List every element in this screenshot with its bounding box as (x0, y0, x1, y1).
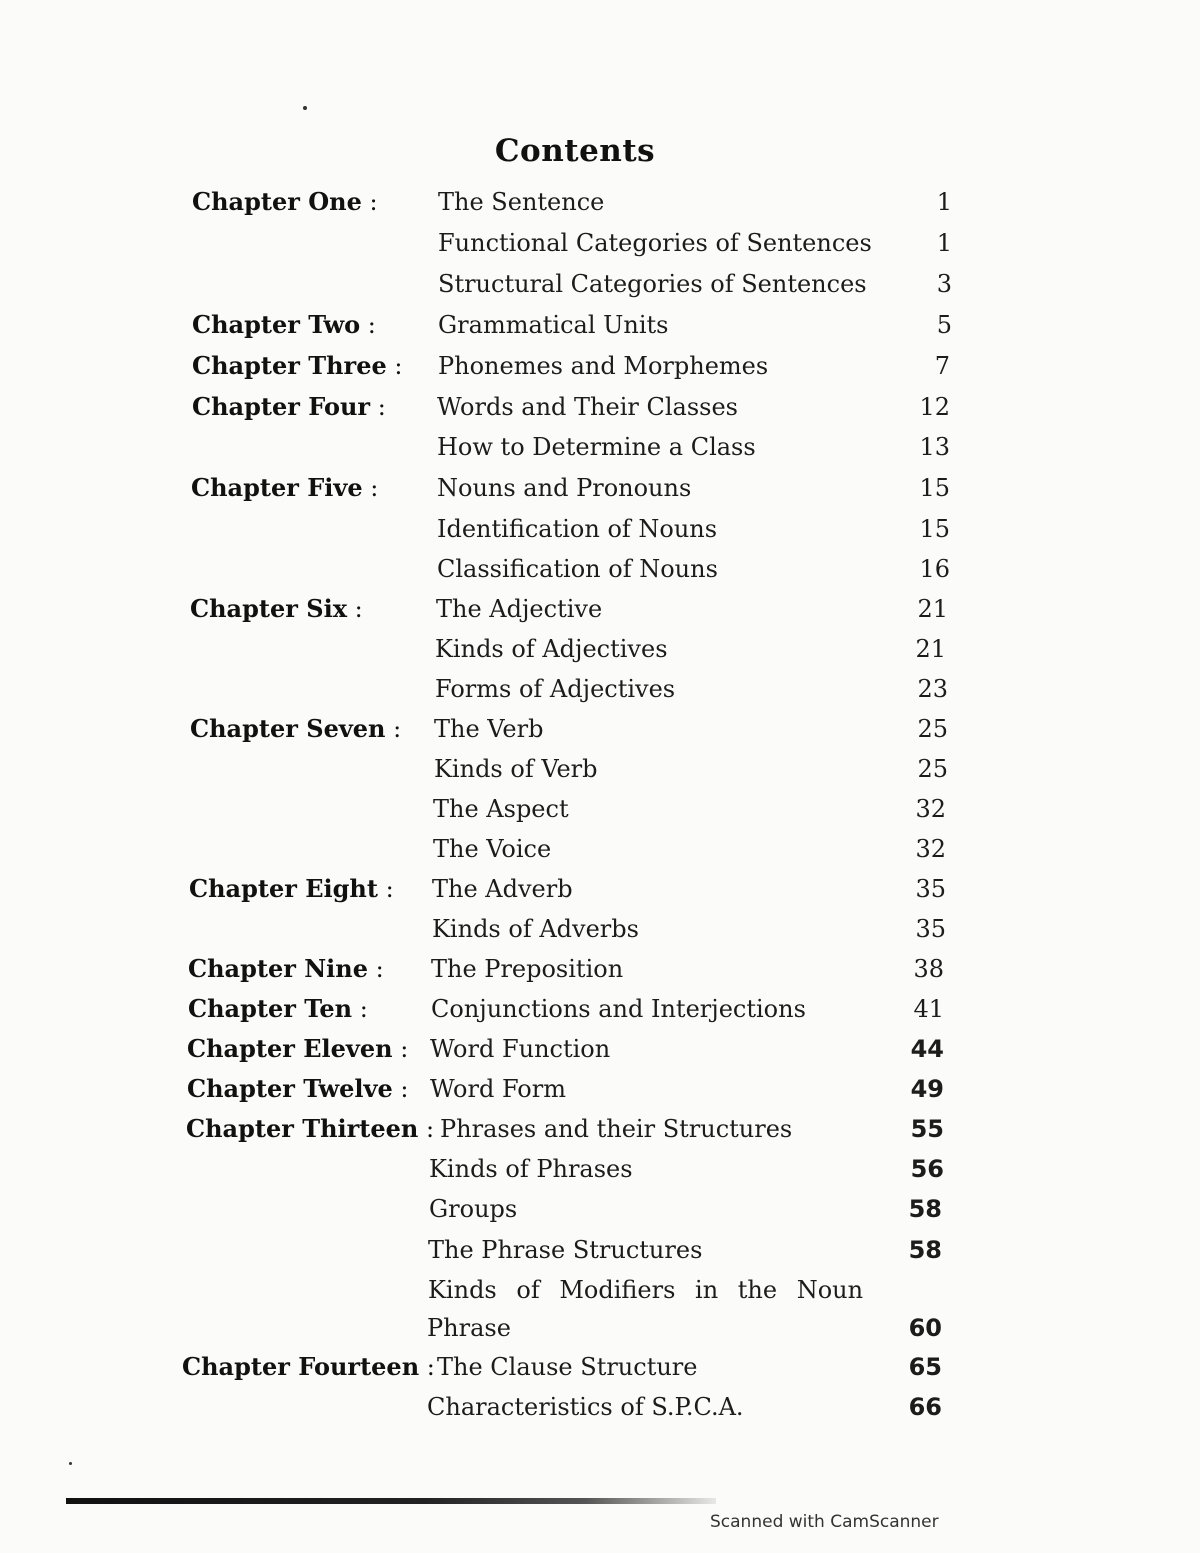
topic-title: The Adverb (432, 875, 573, 903)
topic-title: Structural Categories of Sentences (438, 270, 867, 298)
topic-title: How to Determine a Class (437, 433, 756, 461)
page-number: 13 (919, 433, 950, 461)
toc-entry (0, 1313, 1200, 1343)
topic-title: Kinds of Verb (434, 755, 598, 783)
topic-title: The Adjective (436, 595, 603, 623)
page-number: 7 (934, 352, 950, 380)
chapter-separator: : (392, 1075, 409, 1103)
chapter-label (192, 351, 402, 381)
toc-entry (0, 634, 1200, 664)
bottom-rule (66, 1498, 716, 1504)
toc-entry (0, 914, 1200, 944)
chapter-separator: : (385, 715, 402, 743)
toc-entry (0, 794, 1200, 824)
topic-title: Words and Their Classes (437, 393, 738, 421)
toc-entry (0, 594, 1200, 624)
chapter-label (186, 1114, 434, 1144)
page-number: 58 (908, 1236, 942, 1264)
scan-speck (303, 106, 307, 110)
page-number: 21 (917, 595, 948, 623)
toc-entry (0, 432, 1200, 462)
toc-entry (0, 1235, 1200, 1265)
chapter-separator: : (361, 188, 378, 216)
topic-title: The Clause Structure (437, 1353, 698, 1381)
chapter-name: Chapter Six (190, 594, 347, 623)
toc-entry (0, 954, 1200, 984)
chapter-label (188, 994, 368, 1024)
topic-title: Phrase (427, 1314, 511, 1342)
topic-title: Kinds of Adverbs (432, 915, 639, 943)
page-number: 32 (915, 795, 946, 823)
page-number: 1 (936, 188, 952, 216)
chapter-name: Chapter Three (192, 351, 387, 380)
scan-speck (69, 1462, 72, 1465)
topic-title: Word Function (430, 1035, 611, 1063)
chapter-separator: : (352, 995, 368, 1023)
topic-title: Word Form (430, 1075, 566, 1103)
page-number: 21 (915, 635, 946, 663)
toc-entry (0, 754, 1200, 784)
page-number: 32 (915, 835, 946, 863)
toc-entry (0, 187, 1200, 217)
chapter-name: Chapter Nine (188, 954, 369, 983)
topic-title: Classification of Nouns (437, 555, 718, 583)
toc-entry (0, 1392, 1200, 1422)
page-number: 12 (919, 393, 950, 421)
page-number: 66 (908, 1393, 942, 1421)
chapter-separator: : (368, 955, 384, 983)
chapter-name: Chapter Thirteen (186, 1114, 419, 1143)
toc-entry (0, 310, 1200, 340)
topic-title: Nouns and Pronouns (437, 474, 692, 502)
topic-title: Characteristics of S.P.C.A. (427, 1393, 744, 1421)
page-number: 60 (908, 1314, 942, 1342)
toc-entry (0, 392, 1200, 422)
page-number: 16 (919, 555, 950, 583)
topic-title: The Phrase Structures (428, 1236, 703, 1264)
topic-title: The Preposition (431, 955, 624, 983)
toc-entry (0, 228, 1200, 258)
toc-entry (0, 514, 1200, 544)
topic-title: Phrases and their Structures (440, 1115, 793, 1143)
topic-title: Identification of Nouns (437, 515, 718, 543)
page-number: 65 (908, 1353, 942, 1381)
chapter-label (190, 714, 401, 744)
page-title: Contents (494, 133, 656, 169)
page-number: 3 (936, 270, 952, 298)
toc-entry (0, 1034, 1200, 1064)
topic-title: Kinds of Adjectives (435, 635, 668, 663)
chapter-name: Chapter Eleven (187, 1034, 393, 1063)
chapter-label (189, 874, 394, 904)
toc-entry (0, 554, 1200, 584)
page-number: 1 (936, 229, 952, 257)
chapter-label (192, 392, 386, 422)
chapter-name: Chapter Five (191, 473, 363, 502)
page-number: 15 (919, 515, 950, 543)
chapter-label (188, 954, 384, 984)
toc-entry (0, 473, 1200, 503)
chapter-separator: : (370, 393, 386, 421)
chapter-separator: : (347, 595, 363, 623)
chapter-separator: : (377, 875, 394, 903)
toc-entry (0, 1114, 1200, 1144)
chapter-separator: : (362, 474, 379, 502)
topic-title: The Sentence (438, 188, 605, 216)
toc-entry (0, 1194, 1200, 1224)
page-number: 15 (919, 474, 950, 502)
toc-entry (0, 1275, 1200, 1305)
page-number: 58 (908, 1195, 942, 1223)
page-number: 44 (910, 1035, 944, 1063)
topic-title: Grammatical Units (438, 311, 669, 339)
page-number: 35 (915, 915, 946, 943)
chapter-label (187, 1074, 408, 1104)
chapter-label (182, 1352, 435, 1382)
toc-entry (0, 1352, 1200, 1382)
chapter-label (191, 473, 378, 503)
chapter-label (190, 594, 363, 624)
chapter-label (192, 187, 378, 217)
topic-title: Phonemes and Morphemes (438, 352, 769, 380)
toc-entry (0, 269, 1200, 299)
chapter-name: Chapter Two (192, 310, 361, 339)
toc-entry (0, 351, 1200, 381)
page-number: 41 (913, 995, 944, 1023)
chapter-label (192, 310, 376, 340)
page-number: 35 (915, 875, 946, 903)
topic-title: Forms of Adjectives (435, 675, 676, 703)
page-number: 56 (910, 1155, 944, 1183)
chapter-separator: : (418, 1115, 435, 1143)
page-number: 38 (913, 955, 944, 983)
chapter-separator: : (386, 352, 403, 380)
chapter-name: Chapter Twelve (187, 1074, 393, 1103)
chapter-separator: : (419, 1353, 435, 1381)
chapter-name: Chapter Seven (190, 714, 386, 743)
topic-title: Kinds of Modifiers in the Noun (428, 1276, 864, 1304)
toc-entry (0, 674, 1200, 704)
chapter-name: Chapter Eight (189, 874, 378, 903)
topic-title: The Verb (434, 715, 544, 743)
chapter-separator: : (360, 311, 376, 339)
chapter-name: Chapter Fourteen (182, 1352, 420, 1381)
topic-title: Conjunctions and Interjections (431, 995, 806, 1023)
page-number: 25 (917, 755, 948, 783)
chapter-name: Chapter Ten (188, 994, 353, 1023)
scanner-watermark: Scanned with CamScanner (710, 1512, 939, 1532)
topic-title: The Aspect (433, 795, 569, 823)
topic-title: Kinds of Phrases (429, 1155, 633, 1183)
page-number: 49 (910, 1075, 944, 1103)
page-number: 25 (917, 715, 948, 743)
chapter-separator: : (392, 1035, 409, 1063)
chapter-name: Chapter Four (192, 392, 371, 421)
page-number: 23 (917, 675, 948, 703)
topic-title: Functional Categories of Sentences (438, 229, 872, 257)
topic-title: The Voice (433, 835, 552, 863)
chapter-label (187, 1034, 408, 1064)
page-number: 5 (936, 311, 952, 339)
toc-entry (0, 1074, 1200, 1104)
toc-entry (0, 714, 1200, 744)
chapter-name: Chapter One (192, 187, 362, 216)
toc-entry (0, 1154, 1200, 1184)
toc-entry (0, 834, 1200, 864)
toc-entry (0, 994, 1200, 1024)
topic-title: Groups (429, 1195, 518, 1223)
page-number: 55 (910, 1115, 944, 1143)
toc-entry (0, 874, 1200, 904)
